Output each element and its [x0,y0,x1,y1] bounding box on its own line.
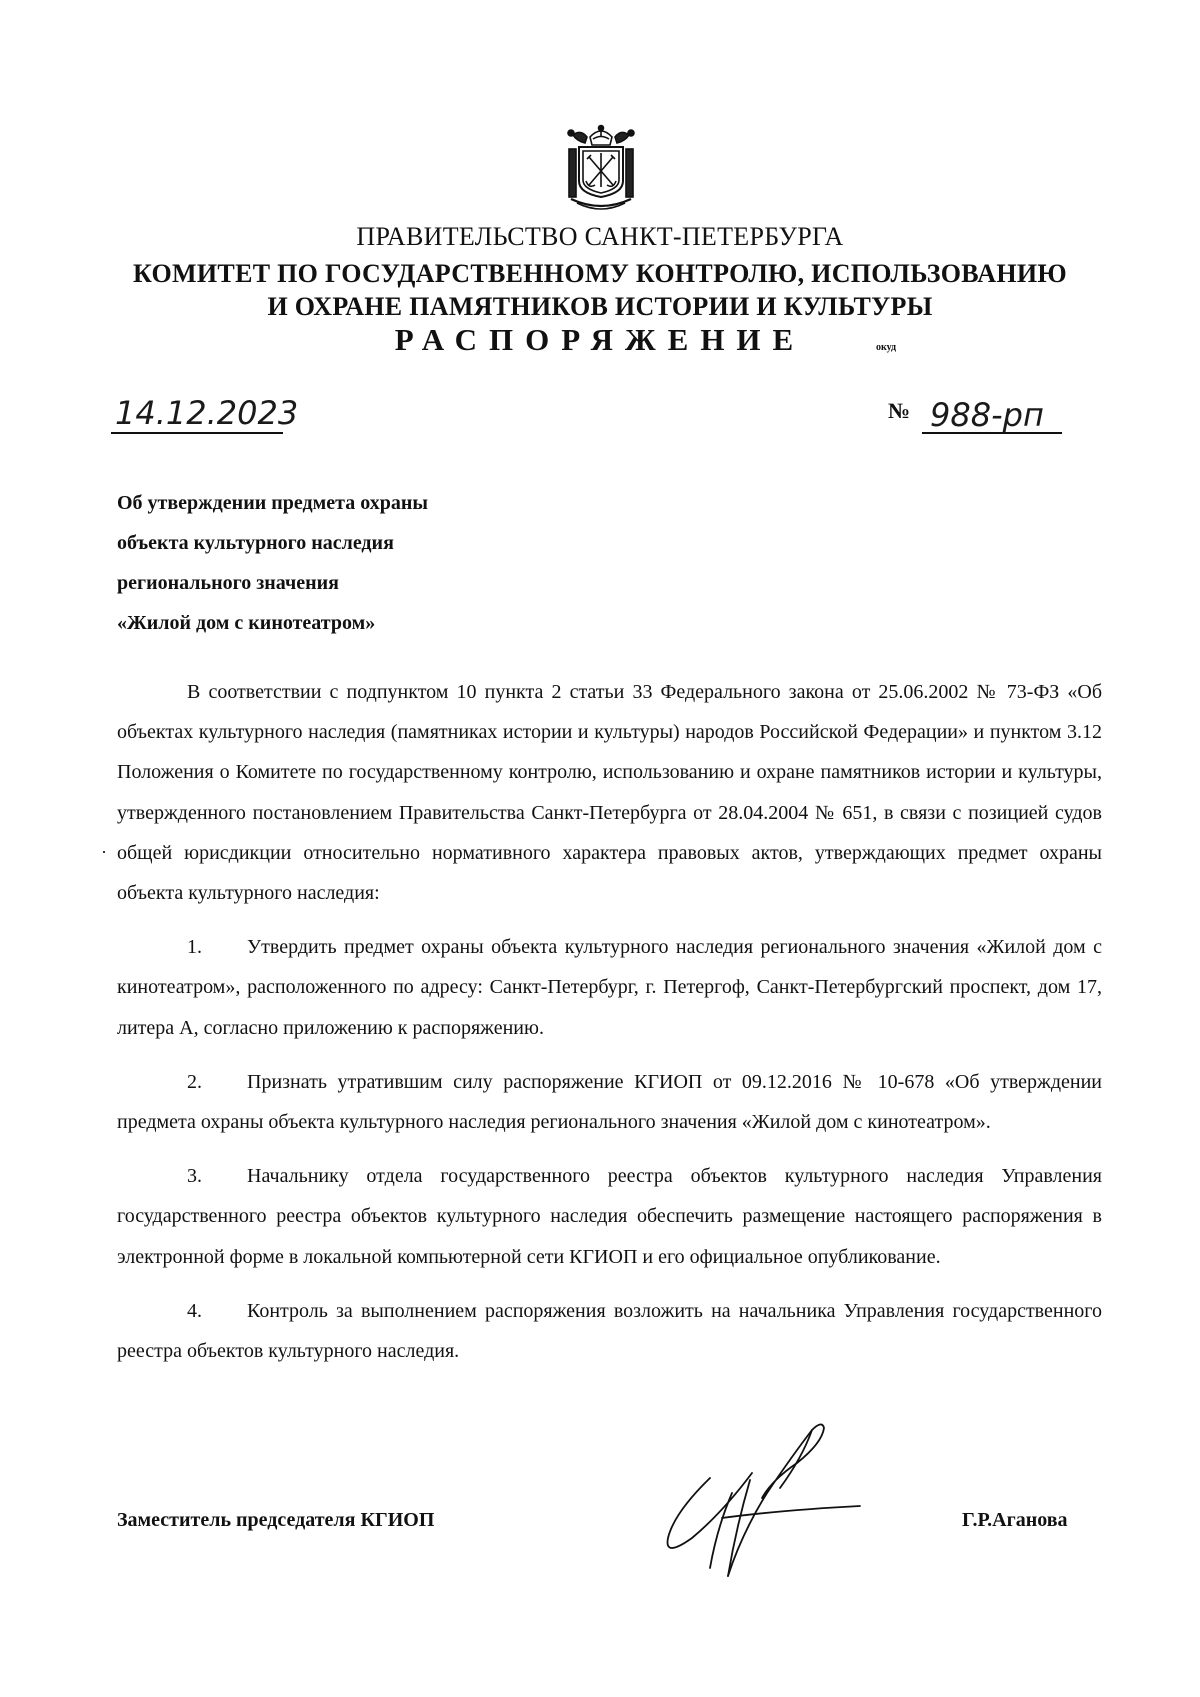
order-item-1 [117,927,1102,1048]
subject-line: Об утверждении предмета охраны [117,492,428,514]
document-type-heading: РАСПОРЯЖЕНИЕ [394,322,806,357]
subject-line: объекта культурного наследия [117,532,394,554]
signatory-title: Заместитель председателя КГИОП [117,1509,435,1531]
handwritten-signature [662,1418,862,1593]
item-text: Признать утратившим силу распоряжение КГИОП от 09.12.2016 № 10-678 «Об утверждении предмета охраны объекта культурного наследия регионального значения «Жилой дом с кинотеатром». [117,1070,1102,1134]
item-text: Начальнику отдела государственного реестра объектов культурного наследия Управления государственного реестра объектов культурного наследия обеспечить размещение настоящего распоряжения в электронной форме в локальной компьютерной сети КГИОП и его официальное опубликование. [117,1165,1102,1268]
item-number: 4. [187,1299,202,1322]
preamble-paragraph: В соответствии с подпунктом 10 пункта 2 статьи 33 Федерального закона от 25.06.2002 № 73-ФЗ «Об объектах культурного наследия (памятниках истории и культуры) народов Российской Федерации» и пунктом 3.12 Положения о Комитете по государственному контролю, использованию и охране памятников истории и культуры, утвержденного постановлением Правительства Санкт-Петербурга от 28.04.2004 № 651, в связи с позицией судов общей юрисдикции относительно нормативного характера правовых актов, утверждающих предмет охраны объекта культурного наследия: [117,681,1102,905]
subject-line: «Жилой дом с кинотеатром» [117,612,376,634]
item-number: 2. [187,1070,202,1093]
order-item-2 [117,1062,1102,1142]
order-item-3 [117,1156,1102,1277]
scan-speck [103,851,105,853]
item-text: Утвердить предмет охраны объекта культурного наследия регионального значения «Жилой дом с кинотеатром», расположенного по адресу: Санкт-Петербург, г. Петергоф, Санкт-Петербургский проспект, дом 17, литера А, согласно приложению к распоряжению. [117,936,1102,1039]
item-number: 3. [187,1165,202,1188]
item-text: Контроль за выполнением распоряжения возложить на начальника Управления государственного реестра объектов культурного наследия. [117,1299,1102,1363]
government-title: ПРАВИТЕЛЬСТВО САНКТ-ПЕТЕРБУРГА [356,222,844,251]
signatory-name: Г.Р.Аганова [962,1509,1068,1531]
okud-label: окуд [876,342,897,353]
document-body [117,672,1102,1371]
date-value: 14.12.2023 [115,394,299,432]
number-field [922,392,1062,434]
document-subject [117,483,428,643]
document-number-value: 988-рп [930,396,1044,434]
coat-of-arms-emblem [563,123,639,211]
committee-title-line-2: И ОХРАНЕ ПАМЯТНИКОВ ИСТОРИИ И КУЛЬТУРЫ [267,292,933,321]
subject-line: регионального значения [117,572,339,594]
order-item-4 [117,1291,1102,1371]
committee-title-line-1: КОМИТЕТ ПО ГОСУДАРСТВЕННОМУ КОНТРОЛЮ, ИСПОЛЬЗОВАНИЮ [133,259,1067,288]
number-sign: № [888,398,911,423]
item-number: 1. [187,936,202,959]
date-field [111,392,299,434]
